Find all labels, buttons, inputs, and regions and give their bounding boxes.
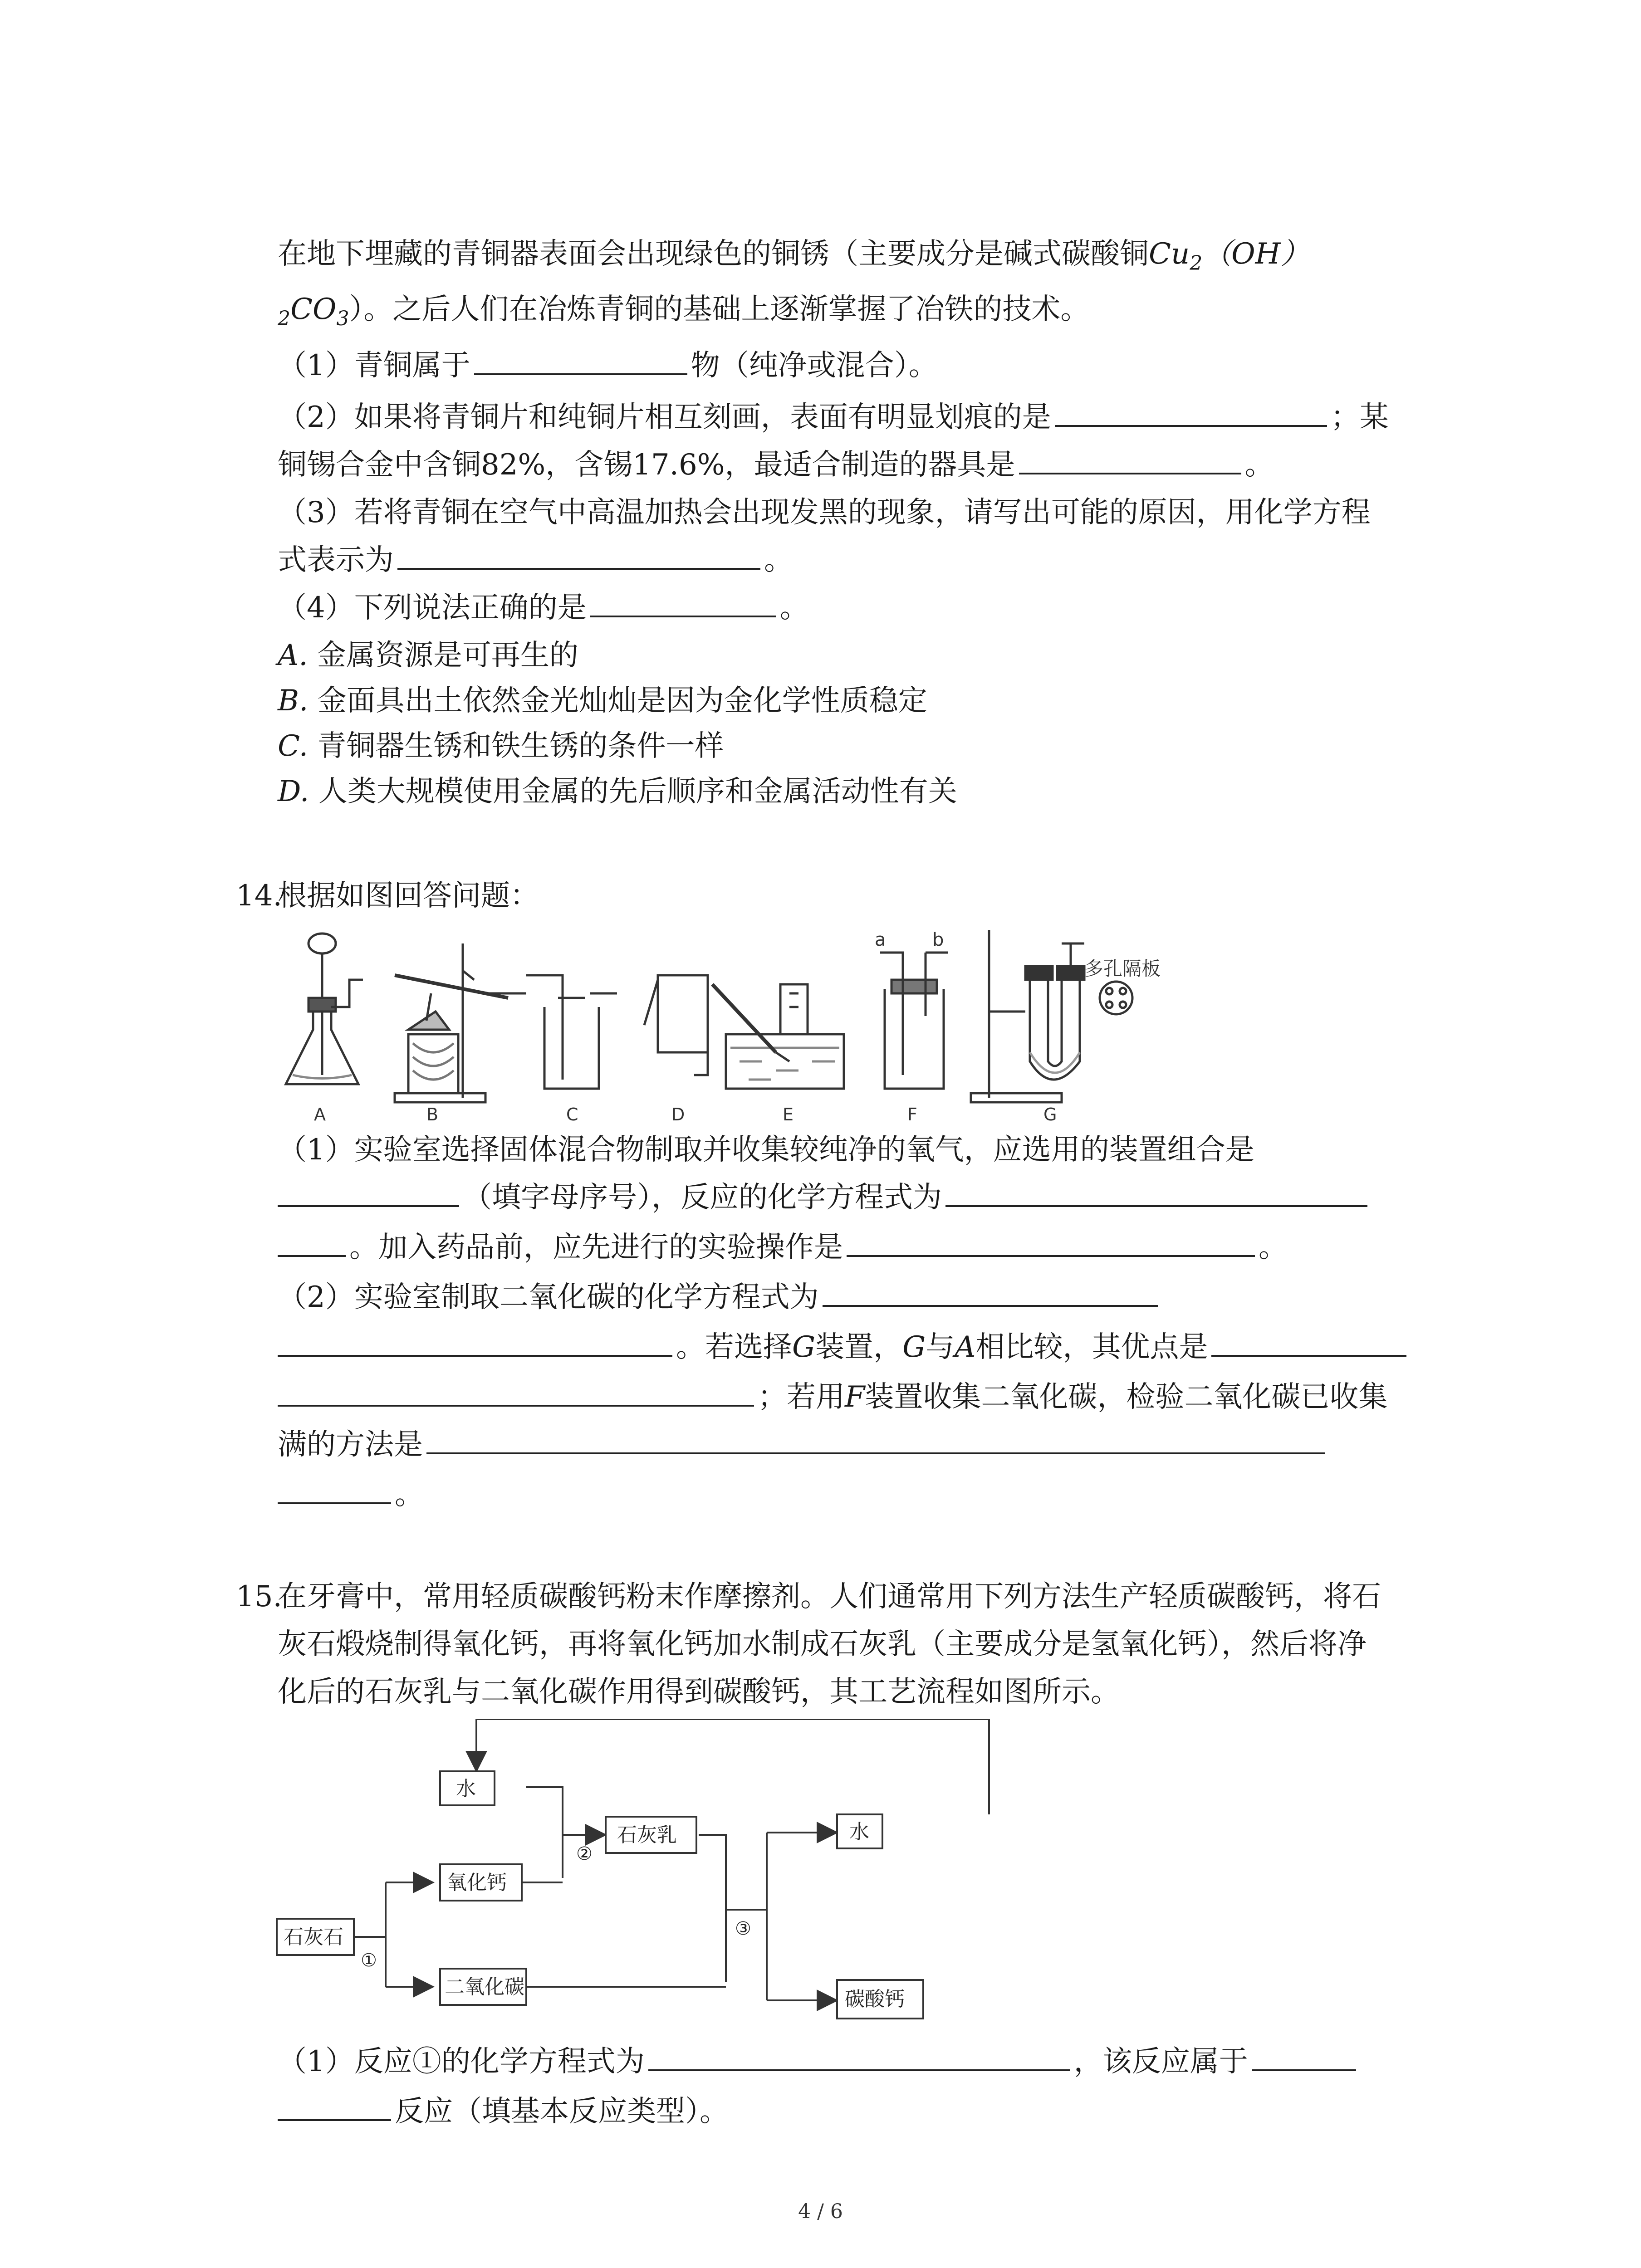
port-a-label: a — [875, 929, 886, 950]
formula-cu: Cu — [1149, 237, 1190, 271]
q14-part2-line4 — [278, 1422, 1328, 1467]
lab-apparatus-figure — [272, 925, 1180, 1125]
answer-blank-q14-1c[interactable] — [278, 1226, 346, 1257]
q14-part1 — [278, 1127, 1254, 1173]
q15-stem-line1: 在牙膏中，常用轻质碳酸钙粉末作摩擦剂。人们通常用下列方法生产轻质碳酸钙，将石 — [278, 1580, 1381, 1613]
q14-stem: 根据如图回答问题： — [278, 879, 539, 913]
label-lime-milk: 石灰乳 — [617, 1823, 677, 1847]
q14-p2-text5: 相比较，其优点是 — [975, 1330, 1208, 1364]
q13-option-a[interactable] — [278, 633, 578, 678]
option-a-letter: A. — [278, 639, 308, 672]
apparatus-c — [526, 975, 617, 1089]
q13-p2-tail: ；某 — [1330, 401, 1389, 434]
q13-p3-end: 。 — [764, 543, 793, 577]
q14-p2-g2: G — [902, 1330, 926, 1364]
option-d-letter: D. — [278, 775, 309, 808]
formula-cu-sub: 2 — [1190, 252, 1203, 275]
answer-blank-q14-1b[interactable] — [945, 1176, 1367, 1207]
porous-plate-label: 多孔隔板 — [1084, 958, 1161, 980]
label-limestone: 石灰石 — [284, 1926, 343, 1949]
q14-p2-f: F — [845, 1380, 865, 1414]
apparatus-d — [644, 975, 708, 1075]
q15-stem-line2: 灰石煅烧制得氧化钙，再将氧化钙加水制成石灰乳（主要成分是氢氧化钙），然后将净 — [278, 1628, 1367, 1661]
q13-part3-line2 — [278, 538, 793, 583]
q13-part4 — [278, 585, 809, 631]
q15-part1-line2 — [278, 2089, 729, 2134]
q15-stem-line3: 化后的石灰乳与二氧化碳作用得到碳酸钙，其工艺流程如图所示。 — [278, 1675, 1120, 1709]
q14-part1-line2 — [278, 1175, 1371, 1220]
q15-p1-text3: 反应（填基本反应类型）。 — [395, 2095, 729, 2128]
q13-intro-line1 — [278, 231, 1309, 286]
answer-blank-q15-1a[interactable] — [648, 2040, 1070, 2071]
apparatus-label-a: A — [314, 1105, 326, 1124]
q13-intro-line2 — [278, 287, 1089, 342]
apparatus-label-f: F — [907, 1105, 917, 1124]
formula-oh-sub: 2 — [278, 307, 290, 330]
answer-blank-q13-4[interactable] — [590, 587, 776, 617]
answer-blank-q13-2a[interactable] — [1055, 396, 1327, 427]
formula-co-sub: 3 — [336, 307, 349, 330]
answer-blank-q14-2c[interactable] — [1211, 1326, 1406, 1357]
port-b-label: b — [932, 929, 944, 950]
label-water-top: 水 — [456, 1777, 476, 1800]
q13-p1-text: （1）青铜属于 — [278, 349, 470, 382]
q14-p1-text3: 。加入药品前，应先进行的实验操作是 — [349, 1231, 843, 1264]
q13-intro-text: 在地下埋藏的青铜器表面会出现绿色的铜锈（主要成分是碱式碳酸铜 — [278, 237, 1149, 271]
apparatus-b — [395, 943, 526, 1102]
q14-p1-text2: （填字母序号），反应的化学方程式为 — [463, 1181, 942, 1214]
q13-p2-text: （2）如果将青铜片和纯铜片相互刻画，表面有明显划痕的是 — [278, 401, 1051, 434]
answer-blank-q15-1b[interactable] — [1252, 2040, 1356, 2071]
q13-p2-text2: 铜锡合金中含铜82%，含锡17.6%，最适合制造的器具是 — [278, 448, 1015, 482]
label-water-right: 水 — [849, 1820, 869, 1843]
q14-part2-line2 — [278, 1325, 1410, 1370]
q15-p1-text: （1）反应①的化学方程式为 — [278, 2045, 645, 2078]
q13-part2-line2 — [278, 442, 1274, 488]
step-1-label: ① — [361, 1950, 377, 1971]
q13-p2-end: 。 — [1244, 448, 1274, 482]
q14-part2-line3 — [278, 1374, 1387, 1420]
option-b-letter: B. — [278, 684, 309, 718]
q13-part2 — [278, 395, 1389, 440]
q13-p4-text: （4）下列说法正确的是 — [278, 591, 587, 625]
page-number: 4 / 6 — [798, 2200, 843, 2223]
apparatus-label-d: D — [671, 1105, 685, 1124]
q14-part1-line3 — [278, 1225, 1288, 1270]
q14-p2-text2: 。若选择 — [676, 1330, 792, 1364]
q13-p3-text: （3）若将青铜在空气中高温加热会出现发黑的现象，请写出可能的原因，用化学方程 — [278, 496, 1371, 529]
option-b-text: 金面具出土依然金光灿灿是因为金化学性质稳定 — [308, 684, 927, 718]
q14-part2-line5 — [278, 1472, 424, 1517]
q14-p2-text4: 与 — [926, 1330, 955, 1364]
option-a-text: 金属资源是可再生的 — [308, 639, 578, 672]
process-flow-diagram — [272, 1719, 1089, 2032]
answer-blank-q14-2d[interactable] — [278, 1376, 754, 1407]
answer-blank-q14-1d[interactable] — [847, 1226, 1255, 1257]
apparatus-a — [286, 934, 363, 1084]
answer-blank-q14-2f[interactable] — [278, 1473, 391, 1504]
q13-option-d[interactable] — [278, 769, 957, 814]
q14-p2-text: （2）实验室制取二氧化碳的化学方程式为 — [278, 1281, 819, 1314]
option-d-text: 人类大规模使用金属的先后顺序和金属活动性有关 — [309, 775, 957, 808]
formula-co: CO — [290, 293, 337, 326]
answer-blank-q13-1[interactable] — [474, 344, 687, 375]
q15-part1 — [278, 2039, 1360, 2084]
option-c-letter: C. — [278, 729, 309, 763]
answer-blank-q14-1a[interactable] — [278, 1176, 459, 1207]
q14-p2-text8: 满的方法是 — [278, 1428, 423, 1461]
q14-number: 14. — [236, 879, 282, 913]
q13-p3-text2: 式表示为 — [278, 543, 394, 577]
apparatus-label-b: B — [426, 1105, 439, 1124]
q14-p1-text: （1）实验室选择固体混合物制取并收集较纯净的氧气，应选用的装置组合是 — [278, 1133, 1254, 1167]
answer-blank-q13-2b[interactable] — [1019, 444, 1241, 474]
answer-blank-q15-1c[interactable] — [278, 2090, 391, 2121]
q13-p4-end: 。 — [779, 591, 809, 625]
apparatus-label-e: E — [783, 1105, 794, 1124]
label-co2: 二氧化碳 — [445, 1975, 524, 1999]
q14-p2-a: A — [955, 1330, 976, 1364]
answer-blank-q14-2a[interactable] — [823, 1276, 1158, 1307]
q14-p2-g: G — [792, 1330, 816, 1364]
q13-part3 — [278, 490, 1371, 535]
apparatus-g — [971, 930, 1161, 1102]
apparatus-label-g: G — [1043, 1105, 1057, 1124]
q13-part1 — [278, 343, 938, 388]
q15-p1-text2: ，该反应属于 — [1073, 2045, 1248, 2078]
apparatus-e — [712, 984, 844, 1089]
q13-intro-rest: ）。之后人们在冶炼青铜的基础上逐渐掌握了冶铁的技术。 — [349, 293, 1090, 326]
answer-blank-q14-2b[interactable] — [278, 1326, 672, 1357]
q13-p1-tail: 物（纯净或混合）。 — [691, 349, 938, 382]
label-calcium-oxide: 氧化钙 — [447, 1871, 507, 1894]
q15-number: 15. — [236, 1580, 282, 1613]
formula-oh: （OH） — [1202, 237, 1310, 271]
q14-p2-text7: 装置收集二氧化碳，检验二氧化碳已收集 — [865, 1380, 1388, 1414]
answer-blank-q14-2e[interactable] — [426, 1423, 1325, 1454]
q13-option-c[interactable] — [278, 723, 724, 769]
step-2-label: ② — [576, 1843, 593, 1864]
option-c-text: 青铜器生锈和铁生锈的条件一样 — [308, 729, 724, 763]
apparatus-label-c: C — [566, 1105, 578, 1124]
apparatus-f — [875, 929, 948, 1089]
answer-blank-q13-3[interactable] — [397, 539, 760, 570]
step-3-label: ③ — [735, 1918, 751, 1939]
q14-p1-end: 。 — [1259, 1231, 1288, 1264]
label-caco3: 碳酸钙 — [845, 1988, 905, 2011]
q13-option-b[interactable] — [278, 678, 927, 723]
q14-p2-text3: 装置， — [815, 1330, 903, 1364]
q14-p2-text6: ；若用 — [758, 1380, 845, 1414]
q14-part2 — [278, 1275, 1162, 1320]
q14-p2-end: 。 — [395, 1478, 424, 1511]
